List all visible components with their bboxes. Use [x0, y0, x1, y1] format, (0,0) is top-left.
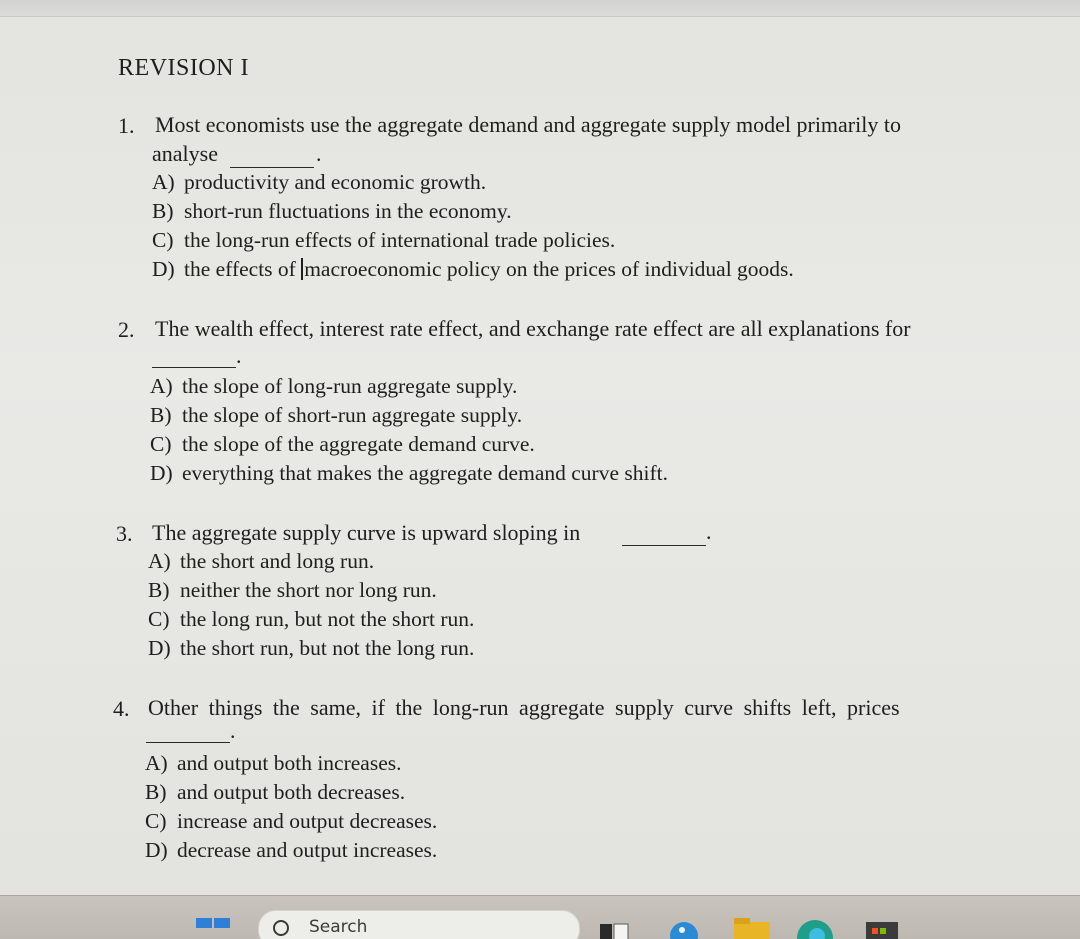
option-text: the slope of long-run aggregate supply.	[182, 374, 518, 398]
option-letter: A)	[152, 170, 175, 194]
start-icon	[214, 918, 230, 928]
document-page	[0, 17, 1080, 895]
option-text: increase and output decreases.	[177, 809, 438, 833]
option-c	[148, 607, 474, 632]
file-explorer-icon[interactable]	[732, 918, 772, 939]
taskbar	[0, 895, 1080, 939]
question-number: 4.	[113, 696, 130, 721]
question-number: 1.	[118, 113, 135, 138]
option-text: the short and long run.	[180, 549, 375, 573]
option-text: the slope of the aggregate demand curve.	[182, 432, 535, 456]
search-icon	[273, 920, 289, 936]
option-text: macroeconomic policy on the prices of individual goods.	[304, 257, 794, 281]
option-letter: B)	[150, 403, 172, 427]
option-letter: D)	[145, 838, 168, 862]
option-text: and output both increases.	[177, 751, 402, 775]
search-label: Search	[309, 917, 368, 937]
option-letter: B)	[148, 578, 170, 602]
option-text: productivity and economic growth.	[184, 170, 487, 194]
browser-icon[interactable]	[795, 916, 835, 939]
option-text: the short run, but not the long run.	[180, 636, 475, 660]
option-a	[145, 751, 402, 776]
stem-end-punct: .	[230, 718, 236, 743]
option-b	[148, 578, 437, 603]
option-text: and output both decreases.	[177, 780, 406, 804]
answer-blank	[152, 367, 236, 368]
option-letter: D)	[150, 461, 173, 485]
option-c	[152, 228, 615, 253]
stem-end-punct: .	[236, 343, 242, 368]
window-top-edge	[0, 0, 1080, 17]
option-a	[150, 374, 517, 399]
option-letter: C)	[152, 228, 174, 252]
option-d	[148, 636, 474, 661]
question-stem: The wealth effect, interest rate effect, and exchange rate effect are all explanations for	[155, 316, 911, 341]
option-text: the slope of short-run aggregate supply.	[182, 403, 523, 427]
stem-end-punct: .	[706, 519, 712, 544]
answer-blank	[622, 545, 706, 546]
option-text: decrease and output increases.	[177, 838, 438, 862]
question-stem: Most economists use the aggregate demand and aggregate supply model primarily to	[155, 112, 901, 137]
question-number: 3.	[116, 521, 133, 546]
option-d	[145, 838, 437, 863]
option-letter: C)	[145, 809, 167, 833]
widgets-icon[interactable]	[668, 916, 700, 939]
option-a	[148, 549, 374, 574]
option-text: the long-run effects of international trade policies.	[184, 228, 616, 252]
stem-end-punct: .	[316, 141, 322, 166]
task-view-icon[interactable]	[600, 922, 630, 939]
option-b	[152, 199, 512, 224]
option-letter: B)	[152, 199, 174, 223]
option-letter: C)	[148, 607, 170, 631]
option-letter: B)	[145, 780, 167, 804]
answer-blank	[146, 742, 230, 743]
option-text-prefix: the effects of	[184, 257, 302, 281]
start-button[interactable]	[196, 918, 232, 939]
question-stem: The aggregate supply curve is upward sloping in	[152, 520, 581, 545]
question-stem: Other things the same, if the long-run aggregate supply curve shifts left, prices	[148, 695, 900, 720]
option-letter: A)	[150, 374, 173, 398]
option-text: everything that makes the aggregate demand curve shift.	[182, 461, 668, 485]
question-stem-continued: analyse	[152, 141, 218, 166]
page-title: REVISION I	[118, 55, 249, 81]
store-icon[interactable]	[864, 920, 900, 939]
option-letter: D)	[148, 636, 171, 660]
question-number: 2.	[118, 317, 135, 342]
option-c	[145, 809, 437, 834]
option-letter: D)	[152, 257, 175, 281]
option-letter: A)	[148, 549, 171, 573]
taskbar-search-box[interactable]	[258, 910, 580, 939]
option-b	[150, 403, 522, 428]
option-a	[152, 170, 486, 195]
option-letter: C)	[150, 432, 172, 456]
option-letter: A)	[145, 751, 168, 775]
option-d	[150, 461, 668, 486]
option-text: neither the short nor long run.	[180, 578, 437, 602]
start-icon	[196, 918, 212, 928]
answer-blank	[230, 167, 314, 168]
text-cursor-icon	[301, 258, 303, 280]
option-d	[152, 257, 794, 282]
option-text: the long run, but not the short run.	[180, 607, 475, 631]
option-c	[150, 432, 535, 457]
option-text: short-run fluctuations in the economy.	[184, 199, 512, 223]
option-b	[145, 780, 405, 805]
